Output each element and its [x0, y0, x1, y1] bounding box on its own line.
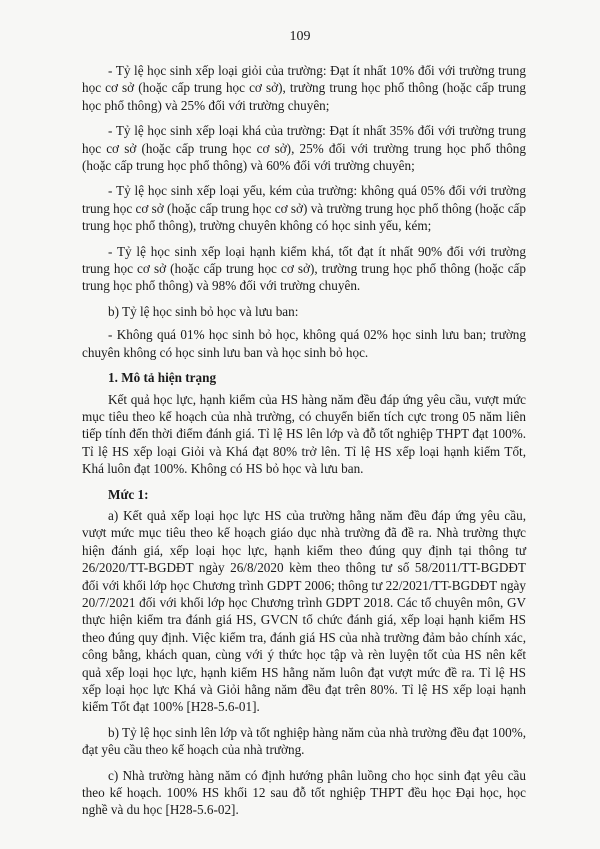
page-number: 109	[289, 29, 311, 44]
criterion-kha: - Tỷ lệ học sinh xếp loại khá của trường: Đạt ít nhất 35% đối với trường trung học cơ sở (hoặc cấp trung học cơ sở), 25% đối với trường trung học phổ thông (hoặc cấp trung học phổ thông) và 60% đối với trường chuyên;	[82, 123, 526, 174]
criterion-gioi: - Tỷ lệ học sinh xếp loại giỏi của trường: Đạt ít nhất 10% đối với trường trung học cơ sở (hoặc cấp trung học cơ sở), trường trung học phổ thông (hoặc cấp trung học phổ thông) và 25% đối với trường chuyên;	[82, 63, 526, 113]
paragraph-muc1-b: b) Tỷ lệ học sinh lên lớp và tốt nghiệp hàng năm của nhà trường đều đạt 100%, đạt yêu cầu theo kế hoạch của nhà trường.	[82, 724, 526, 758]
paragraph-muc1-c: c) Nhà trường hàng năm có định hướng phân luồng cho học sinh đạt yêu cầu theo kế hoạch. 100% HS khối 12 sau đỗ tốt nghiệp THPT đều học Đại học, học nghề và du học [H28-5.6-02].	[82, 767, 526, 818]
section-heading-muc-1: Mức 1:	[108, 486, 149, 502]
criterion-hanh-kiem: - Tỷ lệ học sinh xếp loại hạnh kiểm khá, tốt đạt ít nhất 90% đối với trường trung học cơ sở (hoặc cấp trung học cơ sở), trường trung học phổ thông (hoặc cấp trung học phổ thông) và 98% đối với trường chuyên.	[82, 243, 526, 294]
document-body	[82, 62, 526, 827]
criterion-yeu-kem: - Tỷ lệ học sinh xếp loại yếu, kém của trường: không quá 05% đối với trường trung học cơ sở (hoặc cấp trung học cơ sở) và trường trung học phổ thông (hoặc cấp trung học phổ thông), trường chuyên không có học sinh yếu, kém;	[82, 183, 526, 234]
paragraph-muc1-a: a) Kết quả xếp loại học lực HS của trường hằng năm đều đáp ứng yêu cầu, vượt mức mục tiêu theo kế hoạch giáo dục nhà trường đã đề ra. Nhà trường thực hiện đánh giá, xếp loại học lực, hạnh kiểm theo đúng quy định tại thông tư 26/2020/TT-BGDĐT ngày 26/8/2020 kèm theo thông tư số 58/2011/TT-BGDĐT đối với khối lớp học Chương trình GDPT 2006; thông tư 22/2021/TT-BGDĐT ngày 20/7/2021 đối với khối lớp học Chương trình GDPT 2018. Các tổ chuyên môn, GV thực hiện kiểm tra đánh giá HS, GVCN tổ chức đánh giá, xếp loại hạnh kiểm HS theo đúng quy định. Việc kiểm tra, đánh giá HS của nhà trường đảm bảo chính xác, công bằng, khách quan, cùng với ý thức học tập và rèn luyện tốt của HS nên kết quả xếp loại học lực, hạnh kiểm HS hằng năm luôn đạt vượt mức đề ra. Tỉ lệ HS xếp loại học lực Khá và Giỏi hằng năm đều đạt trên 80%. Tỉ lệ HS xếp loại hạnh kiểm Tốt đạt 100% [H28-5.6-01].	[82, 507, 526, 715]
criterion-b-heading: b) Tỷ lệ học sinh bỏ học và lưu ban:	[108, 303, 299, 319]
criterion-bo-hoc: - Không quá 01% học sinh bỏ học, không quá 02% học sinh lưu ban; trường chuyên không có học sinh lưu ban và học sinh bỏ học.	[82, 327, 526, 360]
paragraph-hien-trang: Kết quả học lực, hạnh kiểm của HS hàng năm đều đáp ứng yêu cầu, vượt mức mục tiêu theo kế hoạch của nhà trường, có chuyển biến tích cực trong 05 năm liên tiếp tính đến thời điểm đánh giá. Tỉ lệ HS lên lớp và đỗ tốt nghiệp THPT đạt 100%. Tỉ lệ HS xếp loại Giỏi và Khá đạt 80% trở lên. Tỉ lệ HS xếp loại hạnh kiểm Tốt, Khá luôn đạt 100%. Không có HS bỏ học và lưu ban.	[82, 391, 526, 477]
section-heading-hien-trang: 1. Mô tả hiện trạng	[108, 370, 217, 386]
